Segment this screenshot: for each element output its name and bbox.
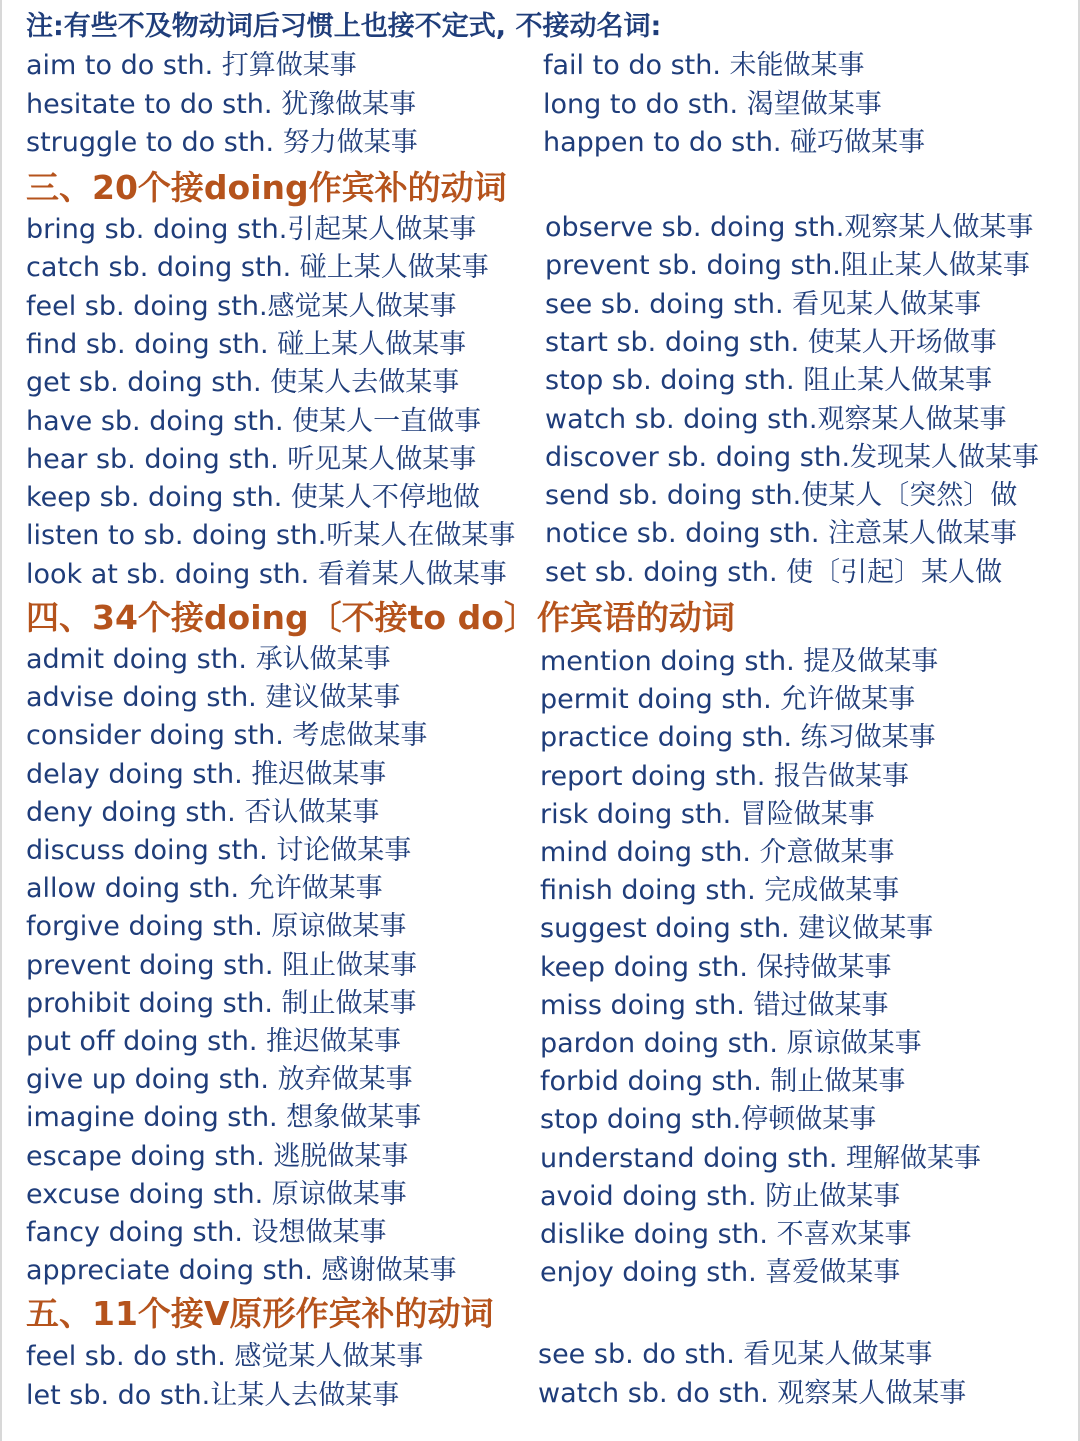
list-item: keep sb. doing sth. 使某人不停地做 xyxy=(26,482,480,514)
list-item: avoid doing sth. 防止做某事 xyxy=(540,1180,901,1212)
list-item: discover sb. doing sth.发现某人做某事 xyxy=(545,441,1040,473)
list-item: put off doing sth. 推迟做某事 xyxy=(26,1026,402,1057)
list-item: notice sb. doing sth. 注意某人做某事 xyxy=(545,518,1018,550)
list-item: mention doing sth. 提及做某事 xyxy=(540,646,939,677)
list-item: dislike doing sth. 不喜欢某事 xyxy=(540,1219,912,1250)
list-item: see sb. do sth. 看见某人做某事 xyxy=(538,1339,933,1370)
list-item: allow doing sth. 允许做某事 xyxy=(26,873,383,905)
list-item: happen to do sth. 碰巧做某事 xyxy=(543,127,926,158)
list-item: finish doing sth. 完成做某事 xyxy=(540,875,900,907)
list-item: struggle to do sth. 努力做某事 xyxy=(26,127,418,158)
list-item: stop doing sth.停顿做某事 xyxy=(540,1104,877,1136)
list-item: watch sb. do sth. 观察某人做某事 xyxy=(538,1377,967,1409)
note-title: 注:有些不及物动词后习惯上也接不定式, 不接动名词: xyxy=(26,11,662,42)
list-item: practice doing sth. 练习做某事 xyxy=(540,722,936,754)
list-item: find sb. doing sth. 碰上某人做某事 xyxy=(26,328,467,360)
list-item: enjoy doing sth. 喜爱做某事 xyxy=(540,1257,901,1289)
list-item: pardon doing sth. 原谅做某事 xyxy=(540,1028,922,1059)
list-item: forgive doing sth. 原谅做某事 xyxy=(26,911,407,943)
list-item: excuse doing sth. 原谅做某事 xyxy=(26,1178,407,1210)
list-item: consider doing sth. 考虑做某事 xyxy=(26,720,428,752)
section-4-title: 四、34个接doing〔不接to do〕作宾语的动词 xyxy=(26,598,735,637)
list-item: see sb. doing sth. 看见某人做某事 xyxy=(545,288,982,320)
list-item: mind doing sth. 介意做某事 xyxy=(540,837,895,868)
list-item: look at sb. doing sth. 看着某人做某事 xyxy=(26,558,507,590)
list-item: watch sb. doing sth.观察某人做某事 xyxy=(545,403,1007,435)
list-item: imagine doing sth. 想象做某事 xyxy=(26,1102,422,1134)
list-item: understand doing sth. 理解做某事 xyxy=(540,1142,982,1174)
list-item: catch sb. doing sth. 碰上某人做某事 xyxy=(26,252,489,284)
list-item: suggest doing sth. 建议做某事 xyxy=(540,913,934,945)
list-item: prevent doing sth. 阻止做某事 xyxy=(26,949,418,981)
list-item: listen to sb. doing sth.听某人在做某事 xyxy=(26,520,516,552)
list-item: give up doing sth. 放弃做某事 xyxy=(26,1064,413,1096)
list-item: prevent sb. doing sth.阻止某人做某事 xyxy=(545,250,1030,282)
list-item: discuss doing sth. 讨论做某事 xyxy=(26,835,412,866)
list-item: feel sb. do sth. 感觉某人做某事 xyxy=(26,1341,424,1372)
list-item: report doing sth. 报告做某事 xyxy=(540,760,909,792)
list-item: bring sb. doing sth.引起某人做某事 xyxy=(26,214,477,245)
list-item: long to do sth. 渴望做某事 xyxy=(543,88,882,120)
list-item: keep doing sth. 保持做某事 xyxy=(540,951,892,983)
list-item: observe sb. doing sth.观察某人做某事 xyxy=(545,212,1034,243)
section-5-title: 五、11个接V原形作宾补的动词 xyxy=(26,1294,494,1333)
list-item: fail to do sth. 未能做某事 xyxy=(543,50,865,81)
list-item: deny doing sth. 否认做某事 xyxy=(26,796,380,828)
list-item: hear sb. doing sth. 听见某人做某事 xyxy=(26,443,477,475)
list-item: hesitate to do sth. 犹豫做某事 xyxy=(26,88,417,120)
list-item: admit doing sth. 承认做某事 xyxy=(26,644,391,675)
list-item: start sb. doing sth. 使某人开场做事 xyxy=(545,326,997,358)
list-item: appreciate doing sth. 感谢做某事 xyxy=(26,1255,457,1287)
list-item: escape doing sth. 逃脱做某事 xyxy=(26,1140,409,1172)
list-item: send sb. doing sth.使某人〔突然〕做 xyxy=(545,480,1018,512)
list-item: set sb. doing sth. 使〔引起〕某人做 xyxy=(545,556,1003,588)
list-item: stop sb. doing sth. 阻止某人做某事 xyxy=(545,365,993,397)
list-item: miss doing sth. 错过做某事 xyxy=(540,989,889,1021)
list-item: permit doing sth. 允许做某事 xyxy=(540,684,916,716)
section-3-title: 三、20个接doing作宾补的动词 xyxy=(26,168,507,207)
list-item: delay doing sth. 推迟做某事 xyxy=(26,758,387,790)
list-item: have sb. doing sth. 使某人一直做事 xyxy=(26,405,482,437)
list-item: let sb. do sth.让某人去做某事 xyxy=(26,1379,400,1411)
list-item: forbid doing sth. 制止做某事 xyxy=(540,1066,906,1098)
list-item: aim to do sth. 打算做某事 xyxy=(26,50,357,81)
list-item: prohibit doing sth. 制止做某事 xyxy=(26,987,417,1019)
list-item: feel sb. doing sth.感觉某人做某事 xyxy=(26,290,457,322)
list-item: fancy doing sth. 设想做某事 xyxy=(26,1217,387,1248)
list-item: get sb. doing sth. 使某人去做某事 xyxy=(26,367,460,399)
list-item: risk doing sth. 冒险做某事 xyxy=(540,798,875,830)
list-item: advise doing sth. 建议做某事 xyxy=(26,682,401,714)
